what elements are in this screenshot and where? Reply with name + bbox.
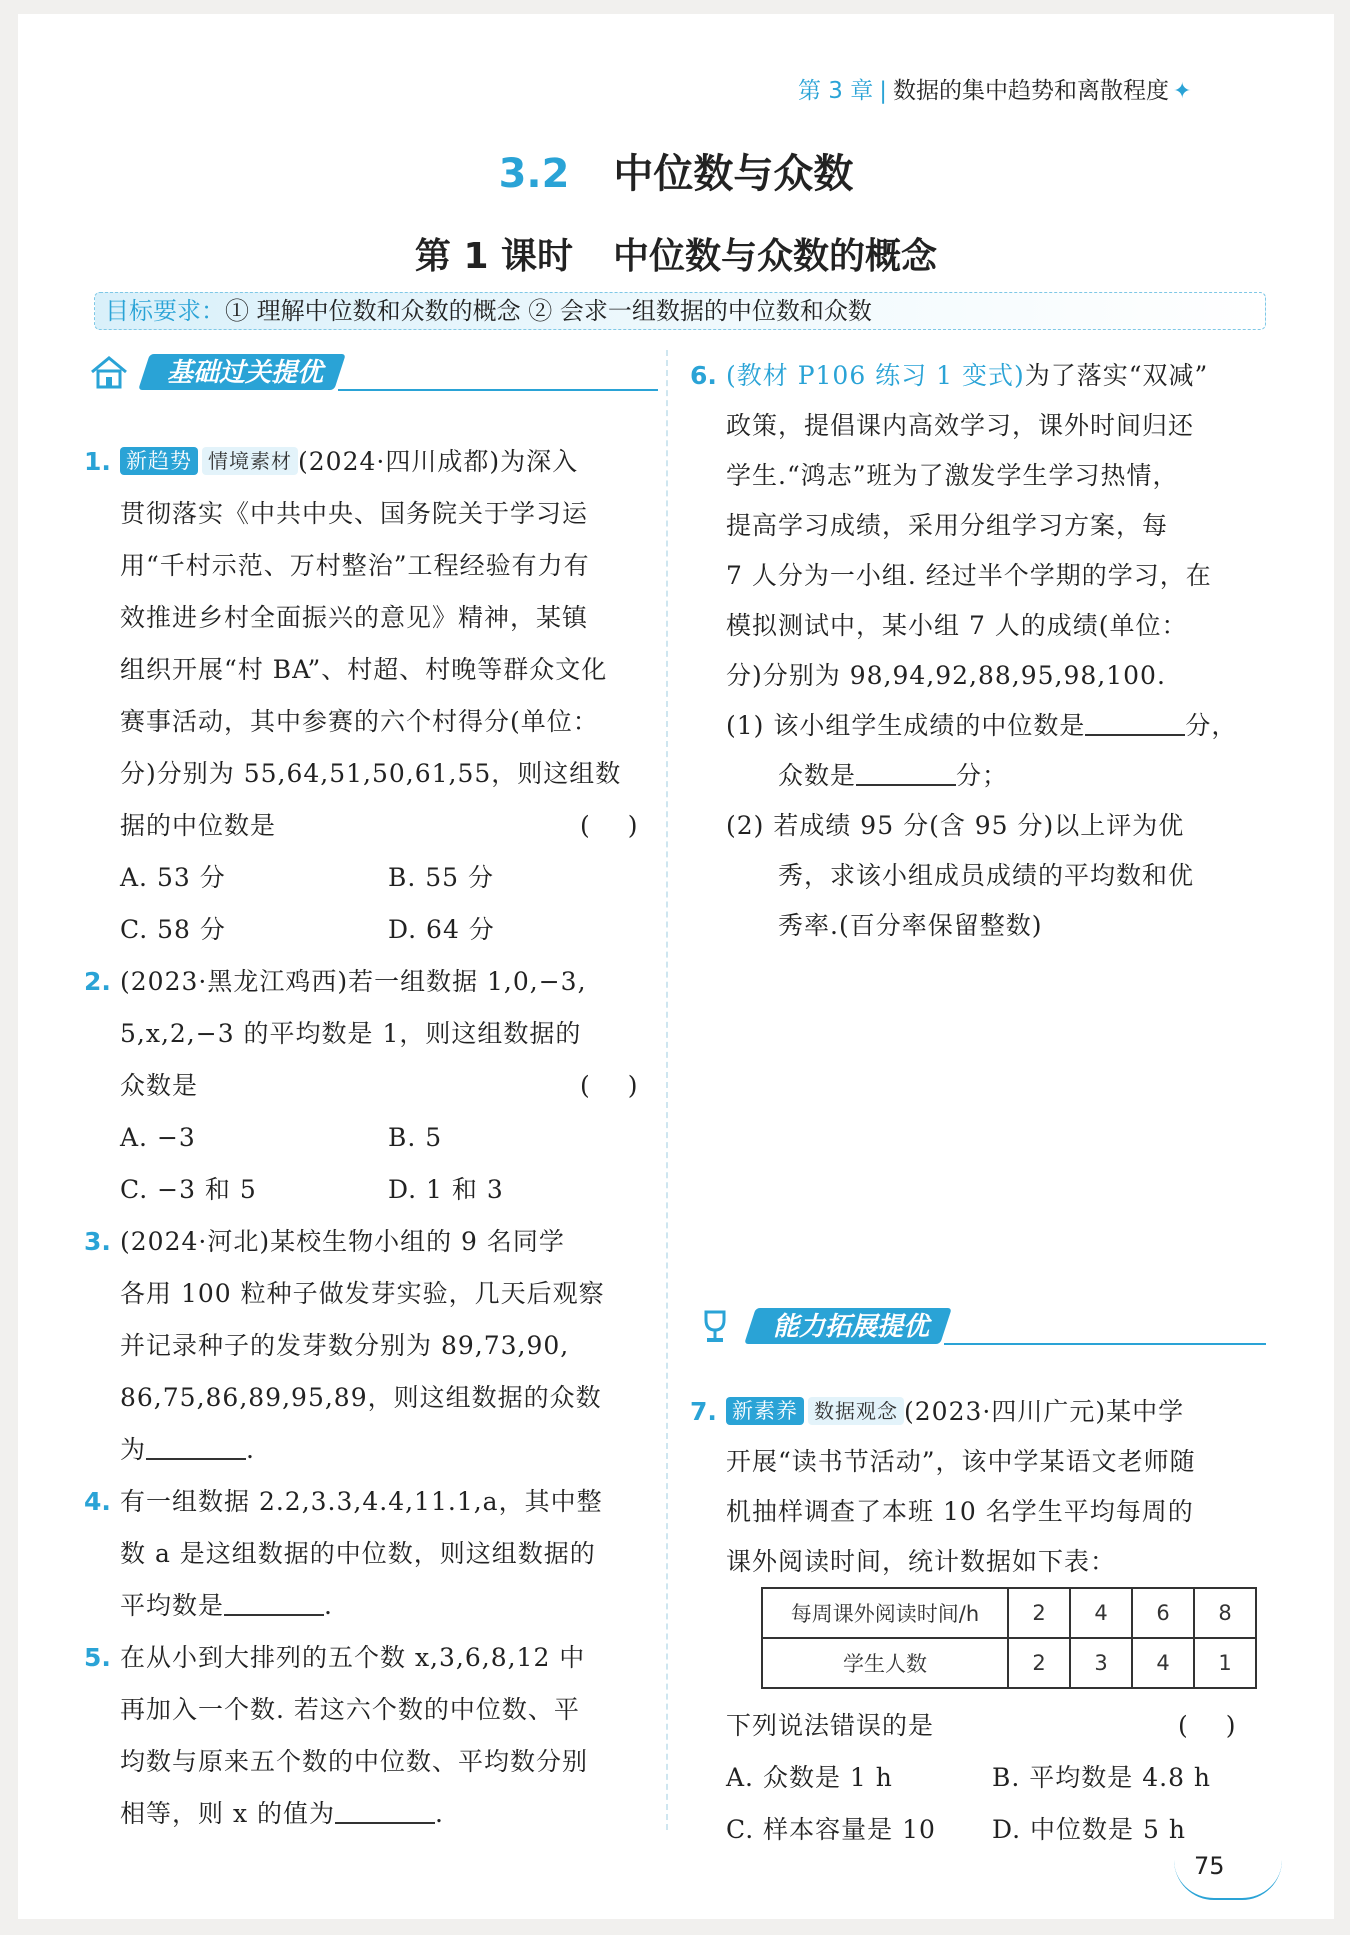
table-cell: 1: [1194, 1638, 1256, 1688]
page-number: 75: [1194, 1852, 1225, 1880]
q3-line-1: (2024·河北)某校生物小组的 9 名同学: [120, 1227, 565, 1256]
q6-sub2-line2: 秀，求该小组成员成绩的平均数和优: [778, 861, 1195, 890]
option: B. 55 分: [388, 863, 495, 892]
answer-blank[interactable]: [146, 1436, 246, 1460]
chapter-number: 第 3 章: [798, 78, 874, 104]
q1-line-4: 效推进乡村全面振兴的意见》精神，某镇: [120, 603, 589, 632]
section-name: 中位数与众数: [613, 151, 854, 197]
q5-line-4: [120, 1788, 444, 1840]
q1-line-8: 据的中位数是: [120, 811, 277, 840]
workbook-page: [18, 14, 1334, 1919]
banner-advanced-label: 能力拓展提优: [772, 1312, 929, 1342]
q6-sub1-a: (1) 该小组学生成绩的中位数是: [726, 711, 1086, 740]
q4-line-1: 有一组数据 2.2,3.3,4.4,11.1,a，其中整: [120, 1487, 603, 1516]
question-number: 1.: [84, 447, 111, 476]
option: C. 58 分: [120, 915, 226, 944]
q6-sub1-d: 分；: [956, 761, 1009, 790]
chapter-title: 数据的集中趋势和离散程度: [893, 78, 1170, 104]
table-cell: 8: [1194, 1588, 1256, 1638]
q6-sub1-c: 众数是: [778, 761, 857, 790]
q6-sub2-line1: (2) 若成绩 95 分(含 95 分)以上评为优: [726, 811, 1185, 840]
q6-source: (教材 P106 练习 1 变式): [726, 361, 1025, 390]
q7-line-1: [726, 1386, 1184, 1438]
q4-prefix: 平均数是: [120, 1591, 225, 1620]
q3-line-3: 并记录种子的发芽数分别为 89,73,90,: [120, 1331, 570, 1360]
q3-line-2: 各用 100 粒种子做发芽实验，几天后观察: [120, 1279, 605, 1308]
q6-line-7: 分)分别为 98,94,92,88,95,98,100.: [726, 661, 1166, 690]
option: A. 53 分: [120, 863, 226, 892]
chapter-header: [798, 72, 1191, 105]
q1-line-1: [120, 436, 578, 488]
q6-sub2-line3: 秀率.(百分率保留整数): [778, 911, 1043, 940]
table-cell: 2: [1008, 1588, 1070, 1638]
trophy-icon: [694, 1308, 736, 1344]
section-title: [18, 142, 1334, 199]
q1-line-3: 用“千村示范、万村整治”工程经验有力有: [120, 551, 590, 580]
table-cell: 6: [1132, 1588, 1194, 1638]
answer-blank[interactable]: [335, 1800, 435, 1824]
header-separator: |: [879, 78, 888, 104]
table-cell: 4: [1132, 1638, 1194, 1688]
section-number: 3.2: [498, 151, 570, 197]
q5-line-1: 在从小到大排列的五个数 x,3,6,8,12 中: [120, 1643, 586, 1672]
goals-label: 目标要求：: [105, 297, 225, 325]
answer-paren: (): [1178, 1711, 1274, 1740]
q7-question: 下列说法错误的是: [726, 1711, 935, 1740]
option: C. −3 和 5: [120, 1175, 257, 1204]
table-cell: 3: [1070, 1638, 1132, 1688]
q7-tag2: 数据观念: [808, 1397, 904, 1425]
q6-line-6: 模拟测试中，某小组 7 人的成绩(单位：: [726, 611, 1188, 640]
q6-line-4: 提高学习成绩，采用分组学习方案，每: [726, 511, 1169, 540]
q4-tail: .: [324, 1591, 333, 1620]
q1-text: (2024·四川成都)为深入: [298, 447, 579, 476]
q2-line-1: (2023·黑龙江鸡西)若一组数据 1,0,−3,: [120, 967, 587, 996]
q4-line-2: 数 a 是这组数据的中位数，则这组数据的: [120, 1539, 596, 1568]
q6-text: 为了落实“双减”: [1024, 361, 1209, 390]
q7-tag: 新素养: [726, 1397, 804, 1425]
option: D. 1 和 3: [388, 1175, 504, 1204]
sparkle-icon: ✦: [1173, 79, 1192, 104]
q5-prefix: 相等，则 x 的值为: [120, 1799, 335, 1828]
table-cell: 4: [1070, 1588, 1132, 1638]
q3-line-5: [120, 1424, 255, 1476]
q6-line-2: 政策，提倡课内高效学习，课外时间归还: [726, 411, 1195, 440]
q1-line-5: 组织开展“村 BA”、村超、村晚等群众文化: [120, 655, 608, 684]
q6-line-5: 7 人分为一小组. 经过半个学期的学习，在: [726, 561, 1212, 590]
q7-line-4: 课外阅读时间，统计数据如下表：: [726, 1547, 1117, 1576]
answer-blank[interactable]: [224, 1592, 324, 1616]
q6-sub1-line1: [726, 700, 1237, 752]
goals-text: ① 理解中位数和众数的概念 ② 会求一组数据的中位数和众数: [225, 297, 872, 325]
q1-line-7: 分)分别为 55,64,51,50,61,55，则这组数: [120, 759, 622, 788]
table-row: [762, 1588, 1256, 1638]
q5-line-2: 再加入一个数. 若这六个数的中位数、平: [120, 1695, 580, 1724]
q1-tag: 新趋势: [120, 447, 198, 475]
q7-text: (2023·四川广元)某中学: [904, 1397, 1185, 1426]
answer-blank[interactable]: [1085, 712, 1185, 736]
question-number: 5.: [84, 1643, 111, 1672]
goals-bar: [94, 292, 1266, 330]
q3-prefix: 为: [120, 1435, 147, 1464]
q7-line-3: 机抽样调查了本班 10 名学生平均每周的: [726, 1497, 1194, 1526]
option: C. 样本容量是 10: [726, 1815, 936, 1844]
option: B. 平均数是 4.8 h: [992, 1763, 1212, 1792]
table-row: [762, 1638, 1256, 1688]
lesson-number: 第 1 课时: [414, 236, 574, 277]
answer-paren: (): [580, 1071, 676, 1100]
question-number: 3.: [84, 1227, 111, 1256]
q6-sub1-b: 分，: [1185, 711, 1238, 740]
q1-line-2: 贯彻落实《中共中央、国务院关于学习运: [120, 499, 589, 528]
banner-advanced: [694, 1306, 1274, 1346]
question-number: 2.: [84, 967, 111, 996]
house-icon: [88, 354, 130, 390]
q2-line-3: 众数是: [120, 1071, 199, 1100]
question-number: 6.: [690, 361, 717, 390]
table-header-cell: 学生人数: [762, 1638, 1008, 1688]
question-number: 7.: [690, 1397, 717, 1426]
q6-line-1: [726, 350, 1208, 402]
page-number-decoration: [1174, 1860, 1282, 1900]
reading-time-table: [761, 1587, 1257, 1689]
answer-paren: (): [580, 811, 676, 840]
lesson-title: [18, 228, 1334, 279]
q1-line-6: 赛事活动，其中参赛的六个村得分(单位：: [120, 707, 599, 736]
option: A. 众数是 1 h: [726, 1763, 893, 1792]
option: D. 64 分: [388, 915, 495, 944]
answer-blank[interactable]: [856, 762, 956, 786]
q6-line-3: 学生.“鸿志”班为了激发学生学习热情，: [726, 461, 1179, 490]
table-header-cell: 每周课外阅读时间/h: [762, 1588, 1008, 1638]
banner-basic: [88, 352, 658, 392]
q5-tail: .: [435, 1799, 444, 1828]
banner-basic-label: 基础过关提优: [166, 358, 323, 388]
q7-line-2: 开展“读书节活动”，该中学某语文老师随: [726, 1447, 1196, 1476]
q1-tag2: 情境素材: [202, 447, 298, 475]
lesson-name: 中位数与众数的概念: [613, 236, 938, 277]
q4-line-3: [120, 1580, 333, 1632]
q3-line-4: 86,75,86,89,95,89，则这组数据的众数: [120, 1383, 602, 1412]
option: B. 5: [388, 1123, 443, 1152]
q2-line-2: 5,x,2,−3 的平均数是 1，则这组数据的: [120, 1019, 582, 1048]
q6-sub1-line2: [778, 750, 1008, 802]
question-number: 4.: [84, 1487, 111, 1516]
q3-tail: .: [246, 1435, 255, 1464]
option: D. 中位数是 5 h: [992, 1815, 1186, 1844]
option: A. −3: [120, 1123, 196, 1152]
table-cell: 2: [1008, 1638, 1070, 1688]
q5-line-3: 均数与原来五个数的中位数、平均数分别: [120, 1747, 589, 1776]
